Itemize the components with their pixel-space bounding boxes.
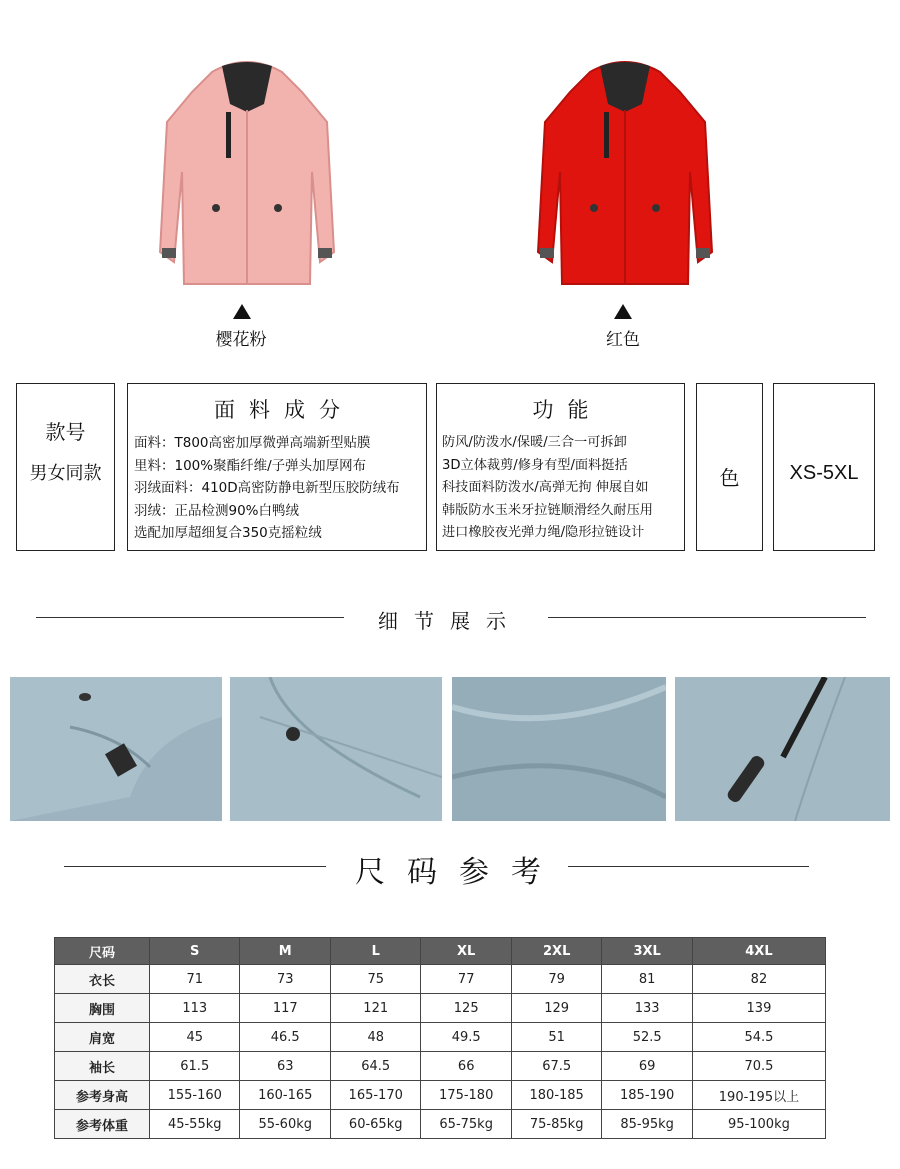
red-jacket-image (530, 52, 720, 292)
table-cell: 75 (330, 965, 420, 994)
size-range-value: XS-5XL (789, 462, 859, 484)
fabric-line: 羽绒：正品检测90%白鸭绒 (134, 502, 300, 519)
function-line: 科技面料防泼水/高弹无拘 伸展自如 (442, 480, 649, 495)
table-cell: 133 (602, 994, 692, 1023)
table-row (55, 1110, 826, 1139)
color-label: 色 (719, 466, 740, 490)
size-column-header: M (240, 938, 330, 965)
size-table-header-row (55, 938, 826, 965)
size-table-corner: 尺码 (55, 938, 150, 965)
table-cell: 160-165 (240, 1081, 330, 1110)
table-cell: 52.5 (602, 1023, 692, 1052)
size-column-header: S (150, 938, 240, 965)
function-title: 功能 (532, 398, 603, 422)
pink-jacket-image (152, 52, 342, 292)
table-cell: 121 (330, 994, 420, 1023)
detail-photo-pocket (230, 677, 442, 821)
table-cell: 61.5 (150, 1052, 240, 1081)
function-box (436, 383, 685, 551)
pink-arrow-icon (233, 304, 251, 319)
table-cell: 79 (511, 965, 601, 994)
table-cell: 113 (150, 994, 240, 1023)
table-cell: 85-95kg (602, 1110, 692, 1139)
table-cell: 185-190 (602, 1081, 692, 1110)
table-cell: 45-55kg (150, 1110, 240, 1139)
function-line: 3D立体裁剪/修身有型/面料挺括 (442, 457, 628, 473)
table-cell: 77 (421, 965, 511, 994)
fabric-line: 羽绒面料：410D高密防静电新型压胶防绒布 (134, 480, 400, 496)
table-cell: 69 (602, 1052, 692, 1081)
table-cell: 165-170 (330, 1081, 420, 1110)
row-label: 肩宽 (55, 1023, 150, 1052)
fabric-line: 选配加厚超细复合350克摇粒绒 (134, 525, 322, 541)
table-cell: 155-160 (150, 1081, 240, 1110)
fabric-line: 面料：T800高密加厚微弹高端新型贴膜 (134, 435, 371, 451)
table-cell: 51 (511, 1023, 601, 1052)
size-column-header: 2XL (511, 938, 601, 965)
table-cell: 49.5 (421, 1023, 511, 1052)
table-cell: 54.5 (692, 1023, 825, 1052)
table-cell: 95-100kg (692, 1110, 825, 1139)
table-cell: 65-75kg (421, 1110, 511, 1139)
red-jacket-drawing (530, 52, 720, 292)
table-row (55, 994, 826, 1023)
table-cell: 66 (421, 1052, 511, 1081)
detail-cuff-drawing (10, 677, 222, 821)
details-heading: 细节展示 (378, 609, 522, 633)
detail-zipper-drawing (675, 677, 890, 821)
row-label: 胸围 (55, 994, 150, 1023)
table-cell: 55-60kg (240, 1110, 330, 1139)
table-cell: 67.5 (511, 1052, 601, 1081)
detail-photo-cuff (10, 677, 222, 821)
table-cell: 139 (692, 994, 825, 1023)
table-cell: 125 (421, 994, 511, 1023)
table-cell: 60-65kg (330, 1110, 420, 1139)
table-cell: 63 (240, 1052, 330, 1081)
size-column-header: XL (421, 938, 511, 965)
table-cell: 175-180 (421, 1081, 511, 1110)
style-value: 男女同款 (29, 463, 102, 484)
details-rule-left (36, 617, 344, 618)
pink-jacket-drawing (152, 52, 342, 292)
size-table (54, 937, 826, 1139)
table-cell: 64.5 (330, 1052, 420, 1081)
style-label: 款号 (45, 420, 86, 444)
row-label: 袖长 (55, 1052, 150, 1081)
table-row (55, 1023, 826, 1052)
size-rule-right (568, 866, 809, 867)
table-cell: 75-85kg (511, 1110, 601, 1139)
table-cell: 129 (511, 994, 601, 1023)
size-rule-left (64, 866, 326, 867)
fabric-lines (134, 432, 426, 545)
table-cell: 117 (240, 994, 330, 1023)
detail-photo-zipper (675, 677, 890, 821)
table-row (55, 965, 826, 994)
style-box (16, 383, 115, 551)
function-line: 进口橡胶夜光弹力绳/隐形拉链设计 (442, 525, 645, 540)
size-range-box (773, 383, 875, 551)
table-cell: 45 (150, 1023, 240, 1052)
row-label: 参考体重 (55, 1110, 150, 1139)
detail-photo-fabric (452, 677, 666, 821)
red-arrow-icon (614, 304, 632, 319)
detail-fabric-drawing (452, 677, 666, 821)
pink-color-caption: 樱花粉 (215, 330, 267, 350)
detail-pocket-drawing (230, 677, 442, 821)
size-column-header: 3XL (602, 938, 692, 965)
size-column-header: L (330, 938, 420, 965)
red-color-caption: 红色 (606, 330, 640, 350)
table-row (55, 1052, 826, 1081)
size-column-header: 4XL (692, 938, 825, 965)
table-cell: 180-185 (511, 1081, 601, 1110)
table-cell: 70.5 (692, 1052, 825, 1081)
table-cell: 73 (240, 965, 330, 994)
table-cell: 190-195以上 (692, 1081, 825, 1110)
table-cell: 71 (150, 965, 240, 994)
table-cell: 82 (692, 965, 825, 994)
details-rule-right (548, 617, 866, 618)
function-line: 防风/防泼水/保暖/三合一可拆卸 (442, 435, 627, 450)
color-box (696, 383, 763, 551)
row-label: 衣长 (55, 965, 150, 994)
fabric-title: 面料成分 (214, 398, 354, 422)
fabric-line: 里料：100%聚酯纤维/子弹头加厚网布 (134, 457, 367, 474)
row-label: 参考身高 (55, 1081, 150, 1110)
table-cell: 46.5 (240, 1023, 330, 1052)
size-heading: 尺码参考 (355, 855, 563, 890)
table-cell: 48 (330, 1023, 420, 1052)
function-line: 韩版防水玉米牙拉链顺滑经久耐压用 (442, 502, 653, 518)
table-row (55, 1081, 826, 1110)
function-lines (442, 432, 684, 545)
table-cell: 81 (602, 965, 692, 994)
fabric-box (127, 383, 427, 551)
